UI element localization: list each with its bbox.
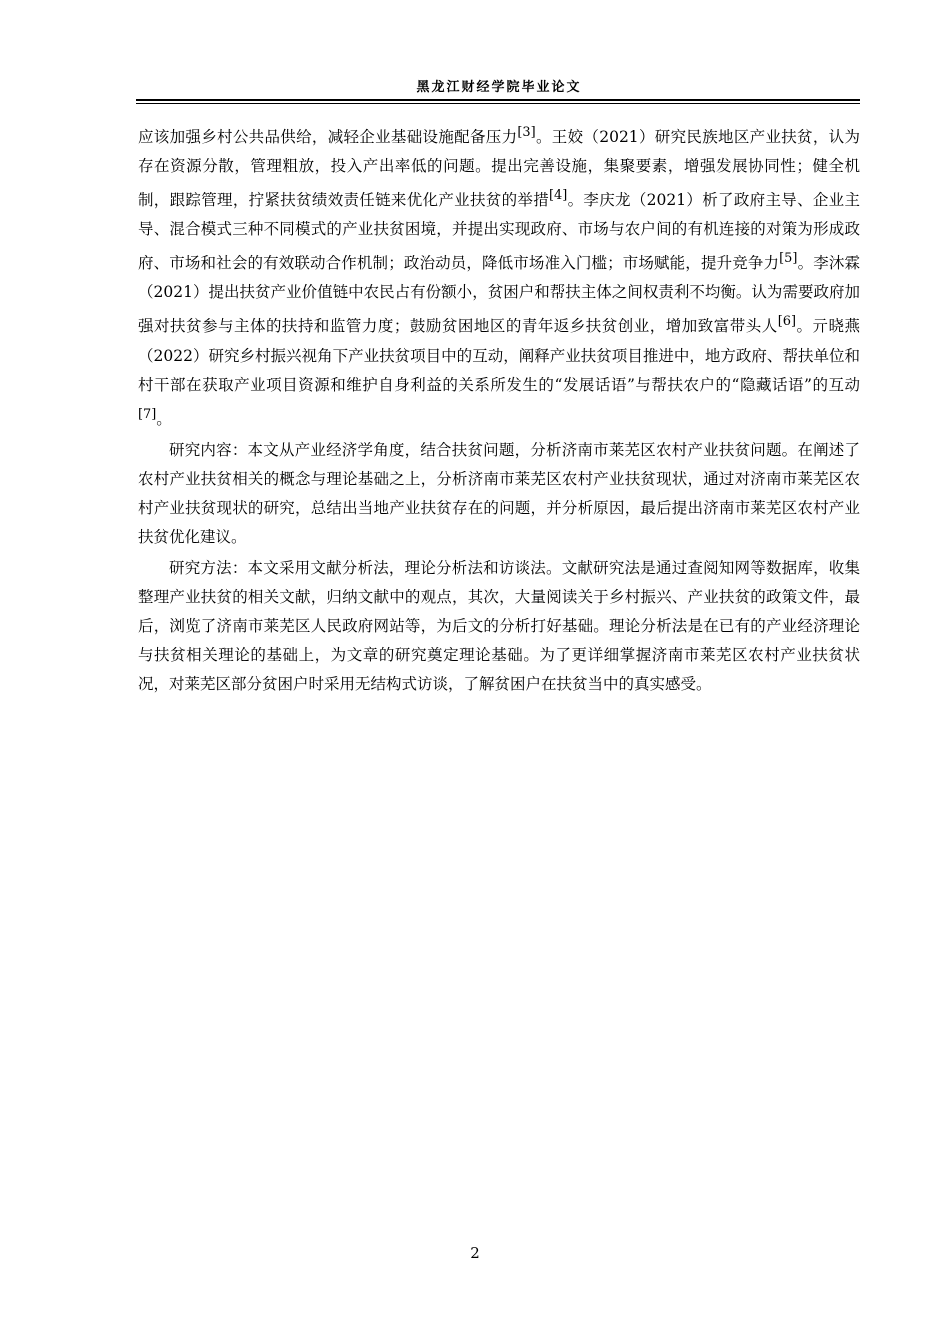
paragraph-text: 。王姣（2021）研究民族地区产业扶贫，认为存在资源分散，管理粗放，投入产出率低的问题。提出完善设施，集聚要素，增强发展协同性；健全机制，跟踪管理，拧紧扶贫绩效责任链来优化产业扶贫的举措 [138, 128, 860, 210]
body-text [138, 118, 860, 701]
page-number: 2 [470, 1244, 480, 1262]
paragraph-text: 。李沐霖（2021）提出扶贫产业价值链中农民占有份额小，贫困户和帮扶主体之间权责利不均衡。认为需要政府加强对扶贫参与主体的扶持和监管力度；鼓励贫困地区的青年返乡扶贫创业，增加致富带头人 [138, 254, 860, 336]
running-header: 黑龙江财经学院毕业论文 [416, 80, 582, 95]
paragraph-text: 应该加强乡村公共品供给，减轻企业基础设施配备压力 [138, 128, 518, 147]
citation-marker: [4] [549, 188, 568, 204]
paragraph-text: 。 [156, 409, 172, 428]
paragraph-literature-review-continued [138, 118, 860, 434]
paragraph-text: 。亓晓燕（2022）研究乡村振兴视角下产业扶贫项目中的互动，阐释产业扶贫项目推进中，地方政府、帮扶单位和村干部在获取产业项目资源和维护自身利益的关系所发生的“发展话语”与帮扶农户的“隐藏话语”的互动 [138, 317, 860, 394]
citation-marker: [7] [138, 406, 157, 422]
paragraph-research-content [138, 436, 860, 552]
paragraph-research-method [138, 554, 860, 699]
citation-marker: [3] [517, 125, 536, 140]
header-rule-thick [136, 99, 860, 101]
citation-marker: [6] [777, 314, 797, 330]
header-rule-thin [136, 103, 860, 104]
paragraph-text: 研究方法：本文采用文献分析法，理论分析法和访谈法。文献研究法是通过查阅知网等数据库，收集整理产业扶贫的相关文献，归纳文献中的观点，其次，大量阅读关于乡村振兴、产业扶贫的政策文件，最后，浏览了济南市莱芜区人民政府网站等，为后文的分析打好基础。理论分析法是在已有的产业经济理论与扶贫相关理论的基础上，为文章的研究奠定理论基础。为了更详细掌握济南市莱芜区农村产业扶贫状况，对莱芜区部分贫困户时采用无结构式访谈，了解贫困户在扶贫当中的真实感受。 [138, 558, 860, 693]
citation-marker: [5] [779, 251, 798, 267]
paragraph-text: 研究内容：本文从产业经济学角度，结合扶贫问题，分析济南市莱芜区农村产业扶贫问题。在阐述了农村产业扶贫相关的概念与理论基础之上，分析济南市莱芜区农村产业扶贫现状，通过对济南市莱芜区农村产业扶贫现状的研究，总结出当地产业扶贫存在的问题，并分析原因，最后提出济南市莱芜区农村产业扶贫优化建议。 [138, 440, 860, 546]
paragraph-text: 。李庆龙（2021）析了政府主导、企业主导、混合模式三种不同模式的产业扶贫困境，并提出实现政府、市场与农户间的有机连接的对策为形成政府、市场和社会的有效联动合作机制；政治动员，降低市场准入门槛；市场赋能，提升竞争力 [138, 191, 860, 273]
